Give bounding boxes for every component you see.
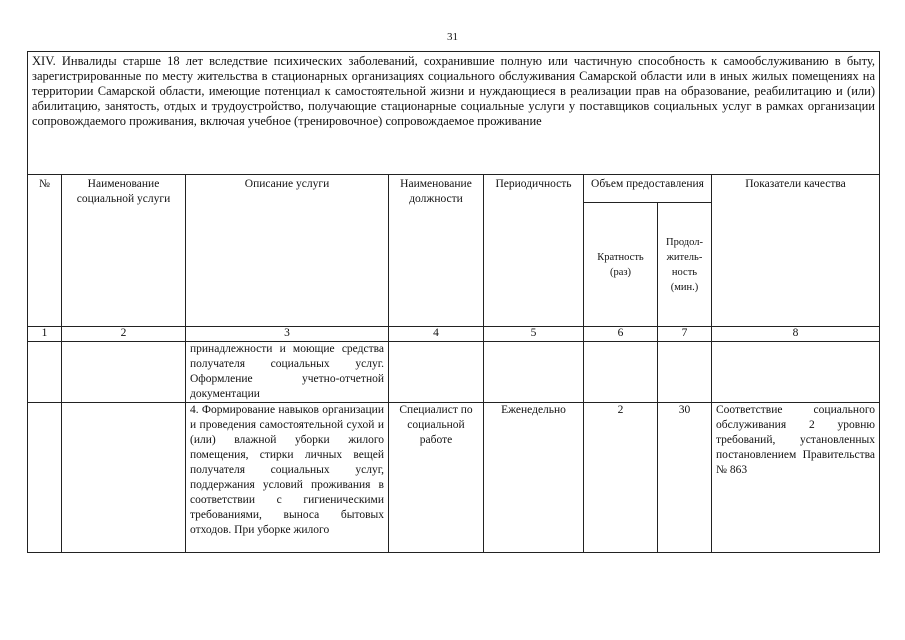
section-title: XIV. Инвалиды старше 18 лет вследствие психических заболеваний, сохранившие полную или частичную способность к самообслуживанию в быту, зарегистрированные по месту жительства в стационарных организациях социального обслуживания Самарской области или в иных жилых помещениях на территории Самарской области, имеющие потенциал к самостоятельной жизни и нуждающиеся в реализации прав на образование, реабилитацию и (или) абилитацию, занятость, отдых и трудоустройство, получающие стационарные социальные услуги у поставщиков социальных услуг в рамках организации сопровождаемого проживания, включая учебное (тренировочное) сопровождаемое проживание	[28, 52, 880, 175]
header-row	[28, 175, 880, 203]
row-duration: 30	[658, 403, 712, 553]
row-description: 4. Формирование навыков организации и проведения самостоятельной сухой и (или) влажной уборки жилого помещения, стирки личных вещей получателя социальных услуг, поддержания условий проживания в соответствии с гигиеническими требованиями, выноса бытовых отходов. При уборке жилого	[186, 403, 389, 553]
row-quality	[712, 342, 880, 403]
column-number: 5	[484, 327, 584, 342]
column-number: 4	[389, 327, 484, 342]
header-multiplicity: Кратность (раз)	[584, 203, 658, 327]
column-number: 8	[712, 327, 880, 342]
column-numbers-row	[28, 327, 880, 342]
row-duration	[658, 342, 712, 403]
header-quality: Показатели качества	[712, 175, 880, 327]
column-number: 7	[658, 327, 712, 342]
header-number: №	[28, 175, 62, 327]
row-service-name	[62, 403, 186, 553]
row-periodicity: Еженедельно	[484, 403, 584, 553]
header-service-name: Наименование социальной услуги	[62, 175, 186, 327]
services-table	[27, 51, 880, 553]
column-number: 3	[186, 327, 389, 342]
column-number: 1	[28, 327, 62, 342]
row-periodicity	[484, 342, 584, 403]
page-number: 31	[447, 31, 458, 43]
header-periodicity: Периодичность	[484, 175, 584, 327]
row-description: принадлежности и моющие средства получателя социальных услуг. Оформление учетно-отчетной документации	[186, 342, 389, 403]
row-number	[28, 342, 62, 403]
column-number: 6	[584, 327, 658, 342]
header-volume: Объем предоставления	[584, 175, 712, 203]
column-number: 2	[62, 327, 186, 342]
table-row	[28, 342, 880, 403]
row-quality: Соответствие социального обслуживания 2 уровню требований, установленных постановлением Правительства № 863	[712, 403, 880, 553]
section-title-row	[28, 52, 880, 175]
row-multiplicity	[584, 342, 658, 403]
table-row	[28, 403, 880, 553]
row-number	[28, 403, 62, 553]
header-description: Описание услуги	[186, 175, 389, 327]
header-duration: Продол-житель-ность (мин.)	[658, 203, 712, 327]
row-position: Специалист по социальной работе	[389, 403, 484, 553]
row-position	[389, 342, 484, 403]
row-service-name	[62, 342, 186, 403]
row-multiplicity: 2	[584, 403, 658, 553]
header-position: Наименование должности	[389, 175, 484, 327]
